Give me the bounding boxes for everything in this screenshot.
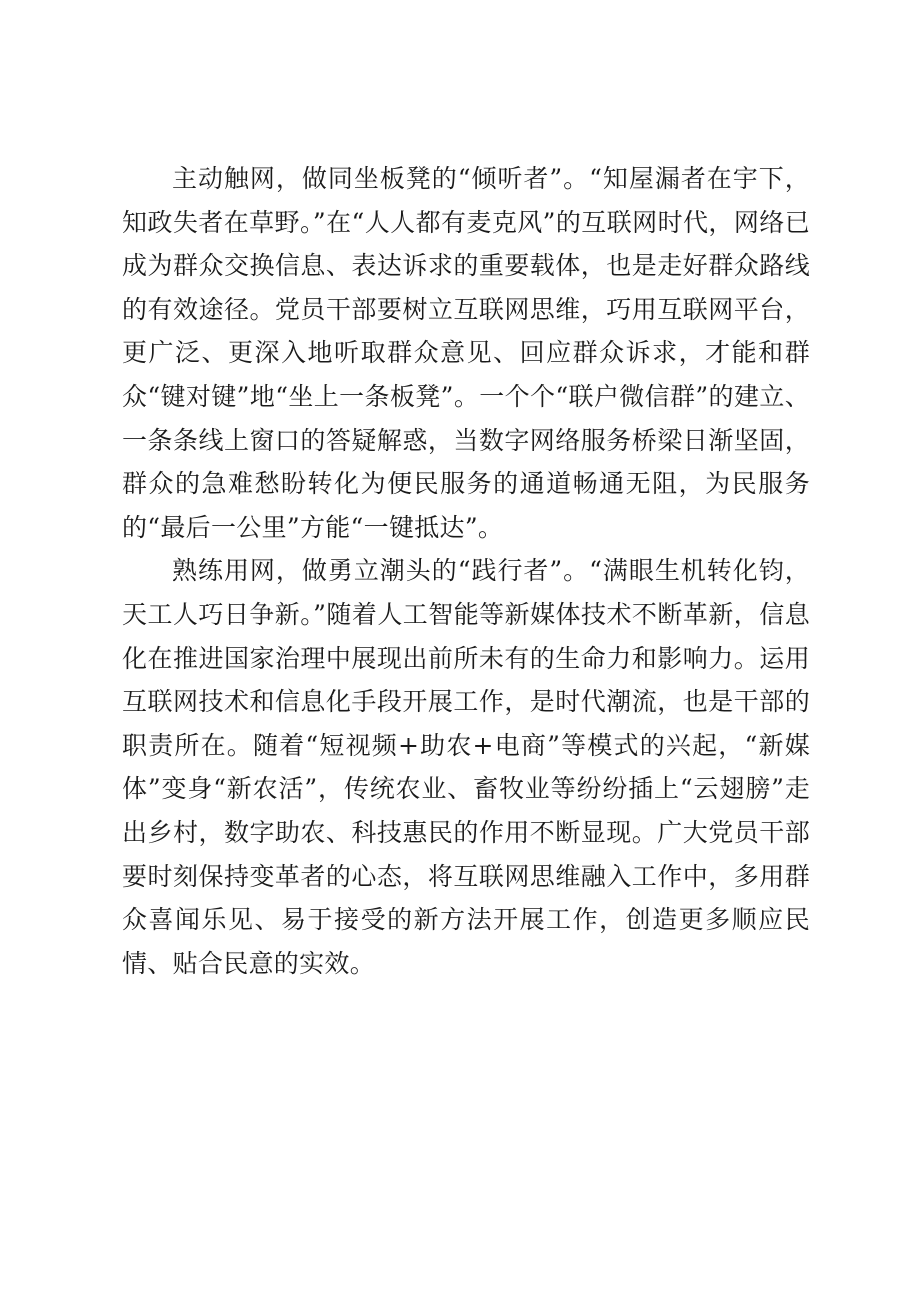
paragraph-2: 熟练用网，做勇立潮头的“践行者”。“满眼生机转化钧，天工人巧日争新。”随着人工智能等新媒体技术不断革新，信息化在推进国家治理中展现出前所未有的生命力和影响力。运用互联网技术和信息化手段开展工作，是时代潮流，也是干部的职责所在。随着“短视频+助农+电商”等模式的兴起，“新媒体”变身“新农活”，传统农业、畜牧业等纷纷插上“云翅膀”走出乡村，数字助农、科技惠民的作用不断显现。广大党员干部要时刻保持变革者的心态，将互联网思维融入工作中，多用群众喜闻乐见、易于接受的新方法开展工作，创造更多顺应民情、贴合民意的实效。 xyxy=(122,556,810,978)
document-body xyxy=(122,157,810,985)
paragraph-1: 主动触网，做同坐板凳的“倾听者”。“知屋漏者在宇下，知政失者在草野。”在“人人都有麦克风”的互联网时代，网络已成为群众交换信息、表达诉求的重要载体，也是走好群众路线的有效途径。党员干部要树立互联网思维，巧用互联网平台，更广泛、更深入地听取群众意见、回应群众诉求，才能和群众“键对键”地“坐上一条板凳”。一个个“联户微信群”的建立、一条条线上窗口的答疑解惑，当数字网络服务桥梁日渐坚固，群众的急难愁盼转化为便民服务的通道畅通无阻，为民服务的“最后一公里”方能“一键抵达”。 xyxy=(122,164,810,542)
